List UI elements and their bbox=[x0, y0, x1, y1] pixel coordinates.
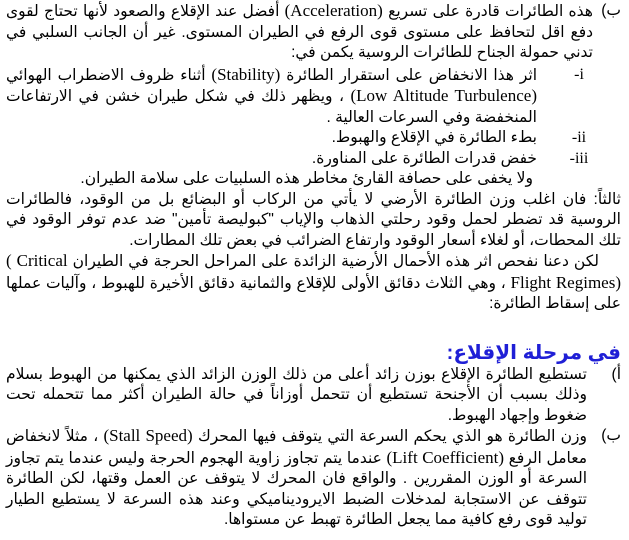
text-segment: ، وهي الثلاث دقائق الأولى للإقلاع والثمانية دقائق الأخيرة للهبوط ، وآليات عملها على إسقاط الطائرة: bbox=[6, 274, 621, 312]
list-item-text bbox=[6, 426, 587, 531]
text-segment: هذه الطائرات قادرة على تسريع bbox=[388, 3, 593, 20]
roman-marker: -iii bbox=[569, 149, 589, 167]
third-point-paragraph bbox=[6, 190, 621, 252]
text-segment: ، ويظهر ذلك في شكل طيران خشن في الارتفاعات المنخفضة وفي السرعات العالية . bbox=[6, 88, 537, 126]
roman-marker: -ii bbox=[571, 129, 587, 146]
third-point-label: ثالثاً: bbox=[593, 190, 621, 208]
english-term: (Stability) bbox=[211, 64, 281, 84]
text-segment: عندما يتم تجاوز زاوية الهجوم الحرجة وليس عندما يتم تجاوز السرعة أو الوزن المقررين . والواقع فان المحرك لا يتوقف عن العمل وقتها، لكن الطائرة تتوقف عن الاستجابة لمدخلات الضبط الايروديناميكي وعند هذه السرعة لا يستطيع الطيار توليد قوى رفع كافية مما يجعل الطائرة تهبط عن مستواها. bbox=[6, 449, 587, 528]
list-item-text bbox=[6, 1, 593, 64]
english-term: ( Critical Flight Regimes) bbox=[6, 251, 621, 292]
sub-item-text: خفض قدرات الطائرة على المناورة. bbox=[311, 149, 537, 167]
text-segment: اثر هذا الانخفاض على استقرار الطائرة bbox=[286, 66, 538, 84]
english-term: (Stall Speed) bbox=[103, 426, 193, 445]
takeoff-item-a bbox=[6, 365, 621, 427]
english-term: (Acceleration) bbox=[284, 1, 383, 20]
sub-item-ii bbox=[6, 128, 621, 149]
english-term: (Lift Coefficient) bbox=[386, 447, 505, 467]
list-marker: ب) bbox=[601, 2, 621, 19]
sub-item-text bbox=[6, 65, 537, 129]
list-item-b-acceleration bbox=[6, 1, 621, 64]
sub-item-i bbox=[6, 65, 621, 129]
list-item-text: تستطيع الطائرة الإقلاع بوزن زائد أعلى من ذلك الوزن الزائد الذي يمكنها من الهبوط بسلام وذلك بسبب أن الأجنحة تستطيع أن تتحمل أوزاناً في حالة الطيران أكثر مما تتحمله تحت ضغوط وإجهاد الهبوط. bbox=[6, 365, 587, 424]
list-marker: ب) bbox=[601, 427, 621, 444]
third-point-text: فان اغلب وزن الطائرة الأرضي لا يأتي من الركاب أو البضائع بل من الوقود، فالطائرات الروسية قد تضطر لحمل وقود رحلتي الذهاب والإياب "كبوليصة تأمين" ضد عدم توفر الوقود في تلك المحطات، أو لغلاء أسعار الوقود وارتفاع الضرائب في بعض تلك المطارات. bbox=[6, 190, 621, 249]
closing-note: ولا يخفى على حصافة القارئ مخاطر هذه السلبيات على سلامة الطيران. bbox=[80, 170, 533, 187]
takeoff-item-b bbox=[6, 426, 621, 531]
text-segment: أثناء ظروف الاضطراب الهوائي bbox=[6, 66, 206, 84]
roman-marker: -i bbox=[574, 65, 584, 83]
section-heading-takeoff: في مرحلة الإقلاع: bbox=[446, 341, 621, 364]
text-segment: وزن الطائرة هو الذي يحكم السرعة التي يتوقف فيها المحرك bbox=[197, 428, 587, 445]
text-segment: أفضل عند الإقلاع والصعود لأنها تحتاج لقوى دفع اقل لتحافظ على مستوى قوى الرفع في الطيران المستوى. غير أن الجانب السلبي في تدني حمولة الجناح للطائرات الروسية يكمن في: bbox=[6, 3, 593, 61]
sub-item-iii bbox=[6, 149, 621, 170]
critical-regimes-paragraph bbox=[6, 251, 621, 315]
document-page bbox=[6, 0, 621, 531]
sub-item-text: بطء الطائرة في الإقلاع والهبوط. bbox=[331, 129, 537, 146]
english-term: (Low Altitude Turbulence) bbox=[350, 86, 537, 105]
text-segment: لكن دعنا نفحص اثر هذه الأحمال الأرضية الزائدة على المراحل الحرجة في الطيران bbox=[72, 253, 599, 270]
list-marker: أ) bbox=[611, 365, 621, 383]
text-segment: ، مثلاً لانخفاض معامل الرفع bbox=[6, 428, 587, 467]
